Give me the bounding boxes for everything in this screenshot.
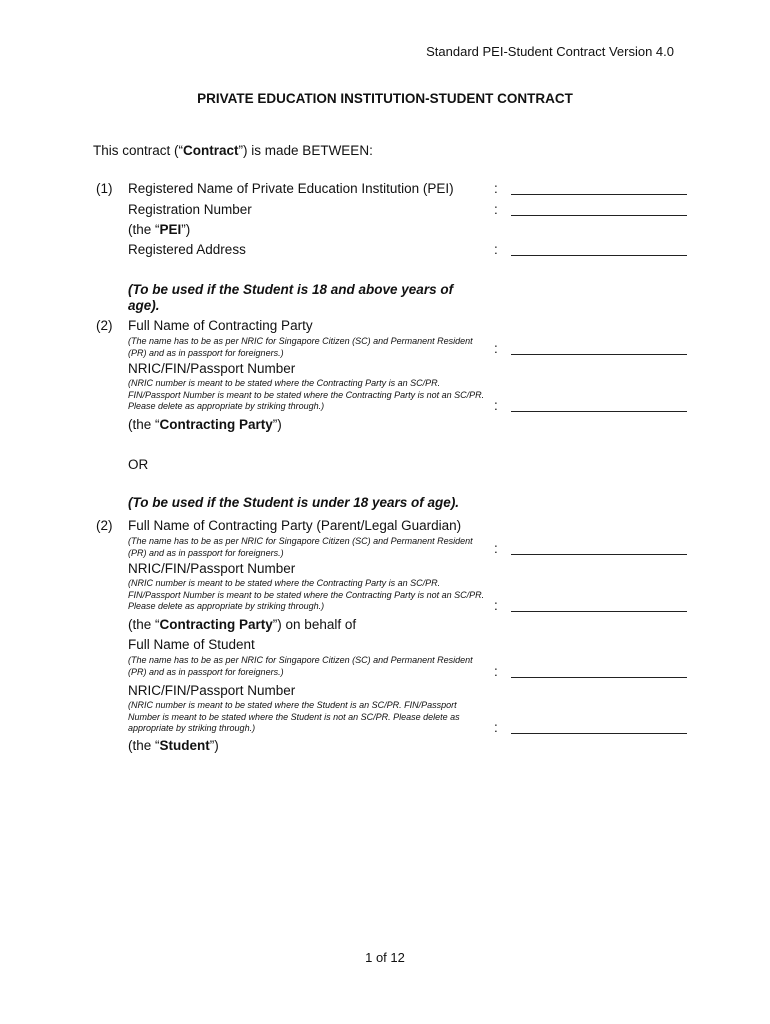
student-name-note: (The name has to be as per NRIC for Singapore Citizen (SC) and Permanent Resident (PR) and as in passport for foreigners.) bbox=[128, 655, 473, 677]
colon: : bbox=[494, 341, 498, 356]
the-pei-prefix: (the “ bbox=[128, 222, 160, 237]
contract-intro bbox=[93, 143, 373, 158]
registration-number-field[interactable] bbox=[511, 215, 687, 216]
contracting-party-name-field[interactable] bbox=[511, 354, 687, 355]
contracting-party-name-label: Full Name of Contracting Party bbox=[128, 318, 313, 333]
colon: : bbox=[494, 398, 498, 413]
the-party-prefix: (the “ bbox=[128, 417, 160, 432]
student-id-field[interactable] bbox=[511, 733, 687, 734]
section-2a-number: (2) bbox=[96, 318, 113, 333]
the-contracting-party-label bbox=[128, 417, 282, 432]
pei-name-field[interactable] bbox=[511, 194, 687, 195]
student-id-label: NRIC/FIN/Passport Number bbox=[128, 683, 296, 698]
the-student-label bbox=[128, 738, 219, 753]
colon: : bbox=[494, 598, 498, 613]
the-student-prefix: (the “ bbox=[128, 738, 160, 753]
the-pei-label bbox=[128, 222, 190, 237]
the-contracting-party-on-behalf-label bbox=[128, 617, 356, 632]
guardian-id-note: (NRIC number is meant to be stated where the Contracting Party is an SC/PR. FIN/Passport Number is meant to be stated where the Contracting Party is not an SC/PR. Please delete as appropriate by striking through.) bbox=[128, 578, 485, 611]
registration-number-label: Registration Number bbox=[128, 202, 252, 217]
the-party-prefix: (the “ bbox=[128, 617, 160, 632]
pei-name-label: Registered Name of Private Education Institution (PEI) bbox=[128, 181, 454, 196]
the-pei-suffix: ”) bbox=[181, 222, 191, 237]
guardian-name-field[interactable] bbox=[511, 554, 687, 555]
colon: : bbox=[494, 202, 498, 217]
colon: : bbox=[494, 664, 498, 679]
the-party-suffix: ”) on behalf of bbox=[272, 617, 357, 632]
colon: : bbox=[494, 720, 498, 735]
contracting-party-id-note: (NRIC number is meant to be stated where the Contracting Party is an SC/PR. FIN/Passport Number is meant to be stated where the Contracting Party is not an SC/PR. Please delete as appropriate by striking through.) bbox=[128, 378, 485, 411]
intro-bold: Contract bbox=[183, 143, 239, 158]
student-name-label: Full Name of Student bbox=[128, 637, 255, 652]
minor-condition-text: (To be used if the Student is under 18 years of age). bbox=[128, 495, 460, 510]
contracting-party-id-field[interactable] bbox=[511, 411, 687, 412]
or-separator: OR bbox=[128, 457, 149, 472]
contracting-party-name-note: (The name has to be as per NRIC for Singapore Citizen (SC) and Permanent Resident (PR) and as in passport for foreigners.) bbox=[128, 336, 473, 358]
intro-suffix: ”) is made BETWEEN: bbox=[238, 143, 373, 158]
adult-condition-text: (To be used if the Student is 18 and above years of age). bbox=[128, 282, 454, 313]
the-student-suffix: ”) bbox=[209, 738, 219, 753]
the-party-suffix: ”) bbox=[272, 417, 282, 432]
the-student-bold: Student bbox=[159, 738, 210, 753]
guardian-id-field[interactable] bbox=[511, 611, 687, 612]
guardian-name-note: (The name has to be as per NRIC for Singapore Citizen (SC) and Permanent Resident (PR) and as in passport for foreigners.) bbox=[128, 536, 473, 558]
guardian-id-label: NRIC/FIN/Passport Number bbox=[128, 561, 296, 576]
colon: : bbox=[494, 242, 498, 257]
colon: : bbox=[494, 541, 498, 556]
student-id-note: (NRIC number is meant to be stated where the Student is an SC/PR. FIN/Passport Number is meant to be stated where the Student is not an SC/PR. Please delete as appropriate by striking through.) bbox=[128, 700, 460, 733]
page-number: 1 of 12 bbox=[365, 950, 405, 965]
section-2b-number: (2) bbox=[96, 518, 113, 533]
the-party-bold: Contracting Party bbox=[159, 417, 273, 432]
intro-prefix: This contract (“ bbox=[93, 143, 184, 158]
guardian-name-label: Full Name of Contracting Party (Parent/Legal Guardian) bbox=[128, 518, 462, 533]
registered-address-label: Registered Address bbox=[128, 242, 246, 257]
contracting-party-id-label: NRIC/FIN/Passport Number bbox=[128, 361, 296, 376]
section-1-number: (1) bbox=[96, 181, 113, 196]
the-party-bold: Contracting Party bbox=[159, 617, 273, 632]
document-title: PRIVATE EDUCATION INSTITUTION-STUDENT CONTRACT bbox=[197, 91, 573, 106]
student-name-field[interactable] bbox=[511, 677, 687, 678]
the-pei-bold: PEI bbox=[159, 222, 182, 237]
registered-address-field[interactable] bbox=[511, 255, 687, 256]
colon: : bbox=[494, 181, 498, 196]
document-version-header: Standard PEI-Student Contract Version 4.0 bbox=[426, 44, 674, 59]
